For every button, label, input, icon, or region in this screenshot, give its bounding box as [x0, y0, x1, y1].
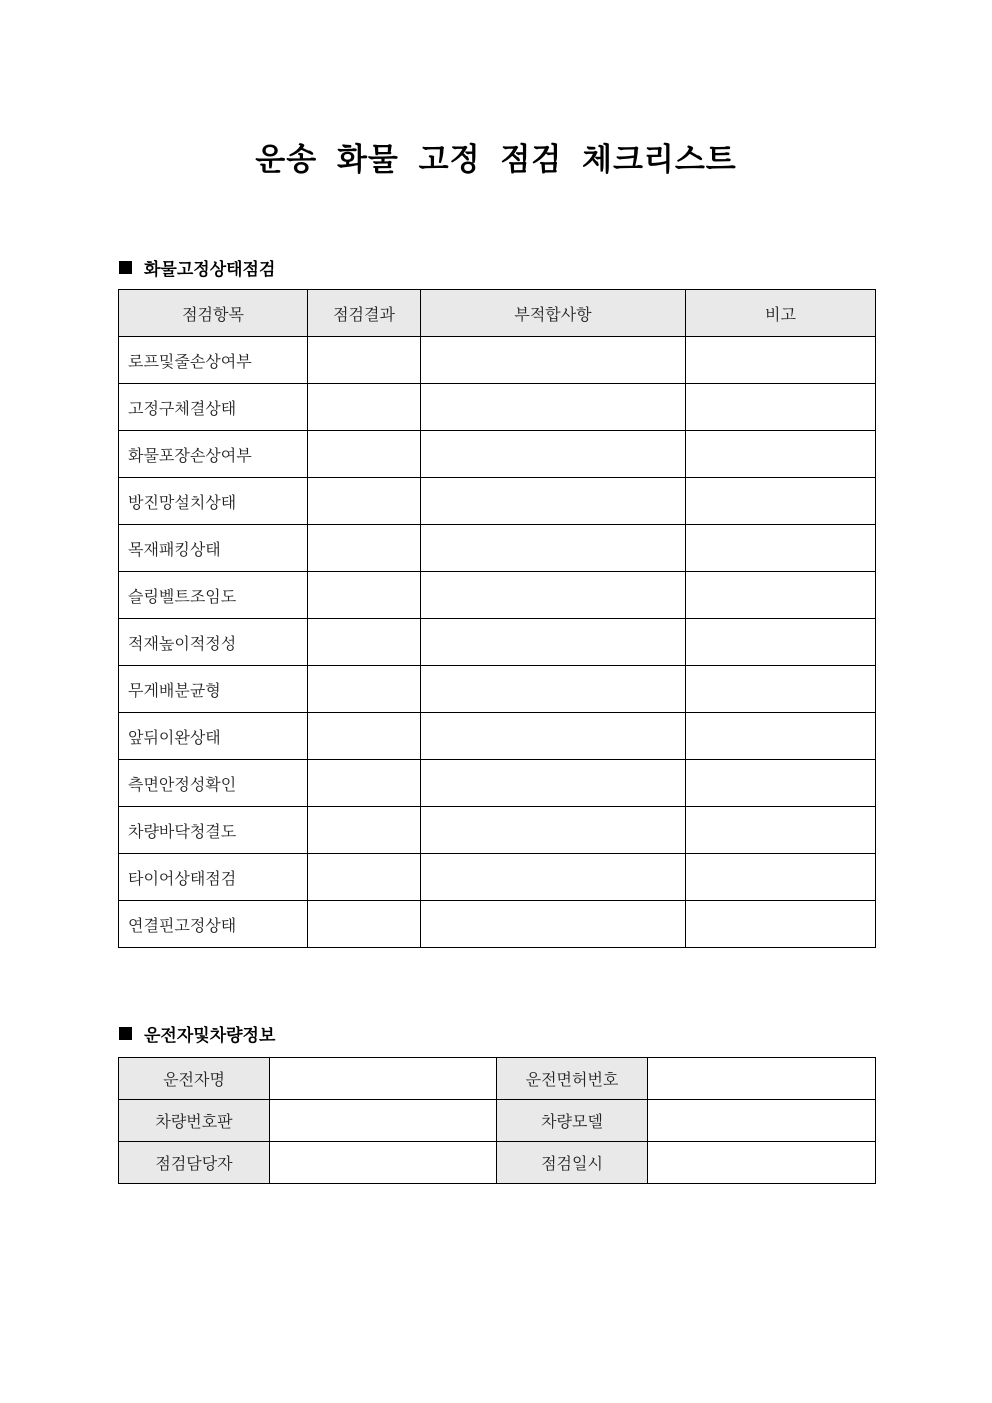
inspection-item-cell: 화물포장손상여부	[119, 431, 308, 478]
inspection-item-cell: 타이어상태점검	[119, 854, 308, 901]
table-row	[119, 854, 876, 901]
inspection-item-cell: 목재패킹상태	[119, 525, 308, 572]
note-cell[interactable]	[686, 431, 876, 478]
note-cell[interactable]	[686, 619, 876, 666]
result-cell[interactable]	[308, 760, 421, 807]
column-header-result: 점검결과	[308, 290, 421, 337]
issue-cell[interactable]	[421, 431, 686, 478]
issue-cell[interactable]	[421, 854, 686, 901]
result-cell[interactable]	[308, 807, 421, 854]
inspection-item-cell: 측면안정성확인	[119, 760, 308, 807]
issue-cell[interactable]	[421, 901, 686, 948]
result-cell[interactable]	[308, 572, 421, 619]
section-heading-driver	[119, 1021, 275, 1046]
issue-cell[interactable]	[421, 713, 686, 760]
table-row	[119, 807, 876, 854]
info-label: 점검일시	[497, 1142, 648, 1184]
note-cell[interactable]	[686, 807, 876, 854]
note-cell[interactable]	[686, 901, 876, 948]
column-header-note: 비고	[686, 290, 876, 337]
result-cell[interactable]	[308, 901, 421, 948]
result-cell[interactable]	[308, 619, 421, 666]
info-value-field[interactable]	[270, 1100, 497, 1142]
table-row	[119, 384, 876, 431]
result-cell[interactable]	[308, 431, 421, 478]
result-cell[interactable]	[308, 713, 421, 760]
table-row	[119, 572, 876, 619]
inspection-item-cell: 로프및줄손상여부	[119, 337, 308, 384]
info-row	[119, 1142, 876, 1184]
driver-vehicle-info-table	[118, 1057, 876, 1184]
issue-cell[interactable]	[421, 572, 686, 619]
inspection-item-cell: 방진망설치상태	[119, 478, 308, 525]
result-cell[interactable]	[308, 337, 421, 384]
info-row	[119, 1058, 876, 1100]
section-heading-label: 화물고정상태점검	[144, 260, 276, 280]
note-cell[interactable]	[686, 666, 876, 713]
info-value-field[interactable]	[270, 1058, 497, 1100]
info-label: 차량번호판	[119, 1100, 270, 1142]
issue-cell[interactable]	[421, 384, 686, 431]
table-row	[119, 478, 876, 525]
info-value-field[interactable]	[648, 1100, 876, 1142]
inspection-item-cell: 슬링벨트조임도	[119, 572, 308, 619]
info-value-field[interactable]	[270, 1142, 497, 1184]
note-cell[interactable]	[686, 525, 876, 572]
square-bullet-icon	[119, 1027, 132, 1040]
table-row	[119, 713, 876, 760]
issue-cell[interactable]	[421, 478, 686, 525]
table-row	[119, 525, 876, 572]
info-row	[119, 1100, 876, 1142]
note-cell[interactable]	[686, 713, 876, 760]
result-cell[interactable]	[308, 666, 421, 713]
result-cell[interactable]	[308, 478, 421, 525]
note-cell[interactable]	[686, 478, 876, 525]
result-cell[interactable]	[308, 525, 421, 572]
info-value-field[interactable]	[648, 1058, 876, 1100]
note-cell[interactable]	[686, 572, 876, 619]
inspection-item-cell: 무게배분균형	[119, 666, 308, 713]
note-cell[interactable]	[686, 337, 876, 384]
column-header-item: 점검항목	[119, 290, 308, 337]
table-row	[119, 619, 876, 666]
info-label: 운전면허번호	[497, 1058, 648, 1100]
info-label: 차량모델	[497, 1100, 648, 1142]
note-cell[interactable]	[686, 384, 876, 431]
table-row	[119, 760, 876, 807]
issue-cell[interactable]	[421, 760, 686, 807]
inspection-item-cell: 연결핀고정상태	[119, 901, 308, 948]
section-heading-cargo	[119, 255, 275, 280]
issue-cell[interactable]	[421, 619, 686, 666]
result-cell[interactable]	[308, 854, 421, 901]
cargo-inspection-table	[118, 289, 876, 948]
issue-cell[interactable]	[421, 525, 686, 572]
issue-cell[interactable]	[421, 807, 686, 854]
table-row	[119, 666, 876, 713]
inspection-item-cell: 적재높이적정성	[119, 619, 308, 666]
info-value-field[interactable]	[648, 1142, 876, 1184]
square-bullet-icon	[119, 261, 132, 274]
issue-cell[interactable]	[421, 666, 686, 713]
table-row	[119, 431, 876, 478]
note-cell[interactable]	[686, 854, 876, 901]
info-label: 운전자명	[119, 1058, 270, 1100]
table-row	[119, 337, 876, 384]
inspection-item-cell: 고정구체결상태	[119, 384, 308, 431]
inspection-item-cell: 차량바닥청결도	[119, 807, 308, 854]
note-cell[interactable]	[686, 760, 876, 807]
info-label: 점검담당자	[119, 1142, 270, 1184]
table-row	[119, 901, 876, 948]
document-title: 운송 화물 고정 점검 체크리스트	[255, 142, 737, 178]
issue-cell[interactable]	[421, 337, 686, 384]
section-heading-label: 운전자및차량정보	[144, 1026, 276, 1046]
table-header-row	[119, 290, 876, 337]
result-cell[interactable]	[308, 384, 421, 431]
inspection-item-cell: 앞뒤이완상태	[119, 713, 308, 760]
column-header-issue: 부적합사항	[421, 290, 686, 337]
